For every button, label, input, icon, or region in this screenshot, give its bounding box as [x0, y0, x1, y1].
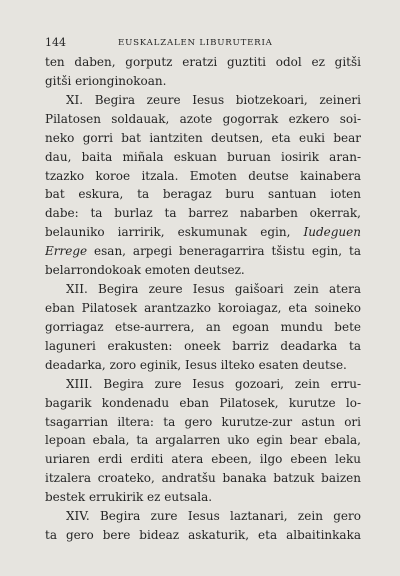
text-line: tzazko koroe itzala. Emoten deutse kainabera	[45, 168, 361, 183]
text-line: dabe: ta burlaz ta barrez nabarben okerrak,	[45, 206, 361, 221]
text-line: tsagarrian iltera: ta gero kurutze-zur astun ori	[45, 414, 361, 429]
italic-phrase-continued: Errege	[45, 244, 88, 259]
text-line: ten daben, gorputz eratzi guztiti odol ez gitši	[45, 55, 361, 69]
page-body	[45, 53, 361, 545]
text-line: bat eskura, ta beragaz buru santuan ioten	[45, 187, 361, 202]
paragraph-xiv	[45, 507, 361, 545]
text-line: XIV. Begira zure Iesus laztanari, zein gero	[66, 509, 361, 524]
paragraph-xiii	[45, 375, 361, 507]
text-line: XII. Begira zeure Iesus gaišoari zein atera	[66, 282, 361, 297]
text-line: gorriagaz etse-aurrera, an egoan mundu bete	[45, 319, 361, 334]
text-line: lepoan ebala, ta argalarren uko egin bear ebala,	[45, 433, 361, 448]
text-line: belarrondokoak emoten deutsez.	[45, 263, 245, 278]
text-line: XIII. Begira zure Iesus gozoari, zein erru-	[66, 376, 361, 391]
text-line: ta gero bere bideaz askaturik, eta albaitinkaka	[45, 528, 361, 543]
text-line: XI. Begira zeure Iesus biotzekoari, zeineri	[66, 92, 361, 107]
page-header	[45, 35, 357, 51]
text-segment: belauniko iarririk, eskumunak egin,	[45, 225, 291, 240]
paragraph-xii	[45, 280, 361, 375]
text-line: deadarka, zoro eginik, Iesus ilteko esaten deutse.	[45, 357, 347, 372]
paragraph-xi	[45, 91, 361, 280]
italic-phrase: Iudeguen	[303, 225, 361, 240]
text-line: bagarik kondenadu eban Pilatosek, kurutze lo-	[45, 395, 361, 410]
text-line: gitši erionginokoan.	[45, 73, 167, 88]
text-segment: esan, arpegi beneragarrira tšistu egin, ta	[87, 244, 361, 259]
text-line: itzalera croateko, andratšu banaka batzuk baizen	[45, 471, 361, 486]
text-line: Pilatosen soldauak, azote gogorrak ezkero soi-	[45, 111, 361, 126]
text-line: bestek errukirik ez eutsala.	[45, 490, 213, 505]
paragraph-continued	[45, 53, 361, 91]
text-line-with-italic	[45, 223, 361, 242]
text-line: dau, baita miñala eskuan buruan iosirik aran-	[45, 149, 361, 164]
running-title: EUSKALZALEN LIBURUTERIA	[118, 38, 273, 48]
page-number: 144	[45, 36, 66, 49]
text-line: eban Pilatosek arantzazko koroiagaz, eta soineko	[45, 300, 361, 315]
text-line	[45, 242, 361, 261]
text-line: neko gorri bat iantziten deutsen, eta euki bear	[45, 130, 361, 145]
text-line: uriaren erdi erditi atera ebeen, ilgo ebeen leku	[45, 452, 361, 467]
text-line: laguneri erakusten: oneek barriz deadarka ta	[45, 338, 361, 353]
